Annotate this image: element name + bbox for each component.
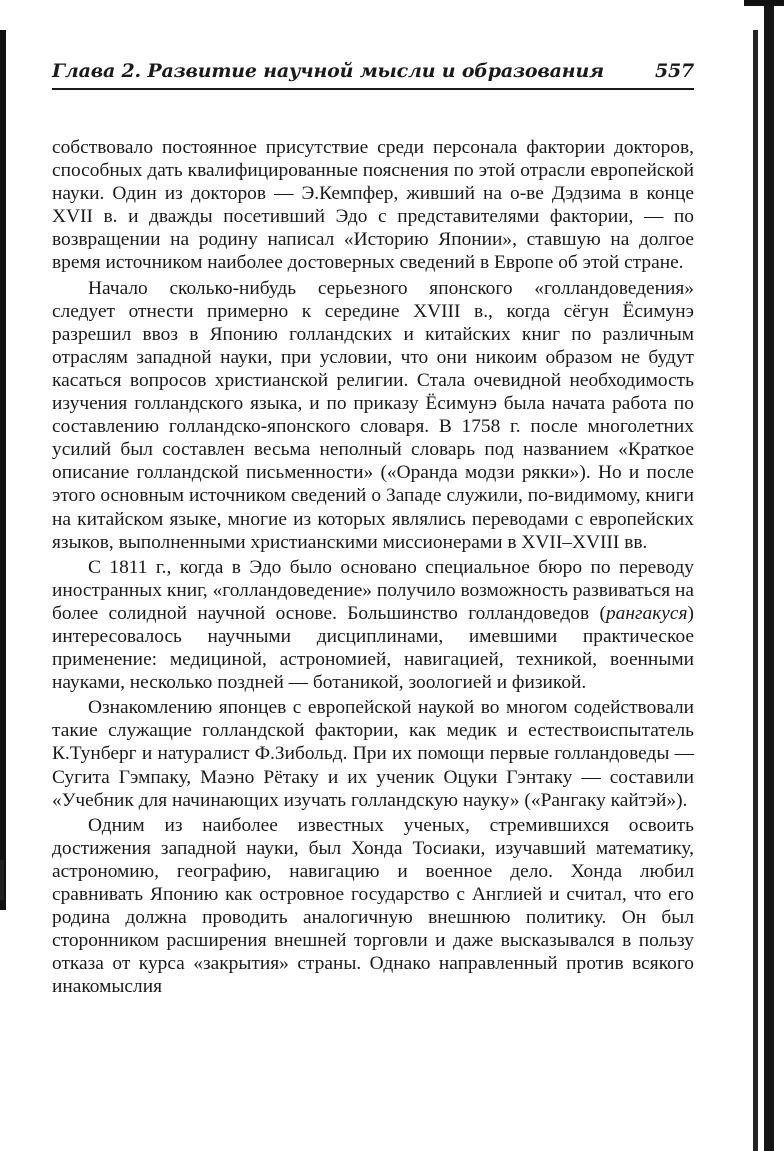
paragraph-2: Начало сколько-нибудь серьезного японского «голландоведения» следует отнести примерно к середине XVIII в., когда сёгун Ёсимунэ разрешил ввоз в Японию голландских и китайских книг по различным отраслям западной науки, при условии, что они никоим образом не будут касаться вопросов христианской религии. Стала очевидной необходимость изучения голландского языка, и по приказу Ёсимунэ была начата работа по составлению голландско-японского словаря. В 1758 г. после многолетних усилий был составлен весьма неполный словарь под названием «Краткое описание голландской письменности» («Оранда модзи рякки»). Но и после этого основным источником сведений о Западе служили, по-видимому, книги на китайском языке, многие из которых являлись переводами с европейских языков, выполненными христианскими миссионерами в XVII–XVIII вв. [52,277,694,553]
paragraph-1: собствовало постоянное присутствие среди персонала фактории докторов, способных дать квалифицированные пояснения по этой отрасли европейской науки. Один из докторов — Э.Кемпфер, живший на о-ве Дэдзима в конце XVII в. и дважды посетивший Эдо с представителями фактории, — по возвращении на родину написал «Историю Японии», ставшую на долгое время источником наиболее достоверных сведений в Европе об этой стране. [52,137,694,274]
scan-edge-left-lower [0,860,4,900]
scan-edge-left [0,30,6,910]
scan-edge-right-inner [753,30,758,1151]
paragraph-5: Одним из наиболее известных ученых, стремившихся освоить достижения западной науки, был Хонда Тосиаки, изучавший математику, астрономию, географию, навигацию и военное дело. Хонда любил сравнивать Японию как островное государство с Англией и считал, что его родина должна проводить аналогичную внешнюю политику. Он был сторонником расширения внешней торговли и даже высказывался в пользу отказа от курса «закрытия» страны. Однако направленный против всякого инакомыслия [52,814,694,998]
body-text [52,136,694,998]
header-rule [52,88,694,90]
paragraph-3 [52,556,694,695]
scan-edge-right-top [744,0,784,6]
paragraph-4: Ознакомлению японцев с европейской наукой во многом содействовали такие служащие голландской фактории, как медик и естествоиспытатель К.Тунберг и натуралист Ф.Зибольд. При их помощи первые голландоведы — Сугита Гэмпаку, Маэно Рётаку и их ученик Оцуки Гэнтаку — составили «Учебник для начинающих изучать голландскую науку» («Рангаку кайтэй»). [52,697,694,811]
paragraph-3-text-after: ) интересовалось научными дисциплинами, имевшими практическое применение: медициной, астрономией, навигацией, техникой, военными науками, несколько поздней — ботаникой, зоологией и физикой. [52,602,694,694]
book-page [52,60,694,998]
page-number: 557 [654,60,694,82]
paragraph-3-text-before: С 1811 г., когда в Эдо было основано специальное бюро по переводу иностранных книг, «голландоведение» получило возможность развиваться на более солидной научной основе. Большинство голландоведов ( [52,556,694,624]
scan-edge-right [764,0,774,1151]
term-rangakusya: рангакуся [605,602,688,624]
running-head [52,60,694,86]
chapter-title: Глава 2. Развитие научной мысли и образования [52,60,604,82]
